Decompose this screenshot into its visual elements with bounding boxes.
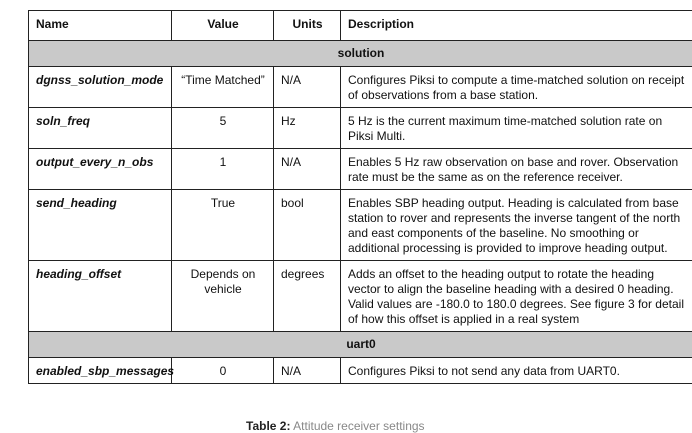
setting-description: Enables SBP heading output. Heading is calculated from base station to rover and represents the inverse tangent of the north and east components of the baseline. No smoothing or additional processing is provided to improve heading output. xyxy=(341,190,692,261)
settings-table xyxy=(28,10,692,384)
setting-description: Configures Piksi to compute a time-matched solution on receipt of observations from a base station. xyxy=(341,67,692,108)
table-header-row xyxy=(29,11,692,41)
setting-value: 1 xyxy=(172,149,274,190)
setting-value: 0 xyxy=(172,358,274,384)
setting-units: N/A xyxy=(274,67,341,108)
table-row xyxy=(29,108,692,149)
section-title: uart0 xyxy=(29,332,692,358)
setting-description: Adds an offset to the heading output to rotate the heading vector to align the baseline heading with a desired 0 heading. Valid values are -180.0 to 180.0 degrees. See figure 3 for detail of how this offset is applied in a real system xyxy=(341,261,692,332)
setting-value: 5 xyxy=(172,108,274,149)
header-name: Name xyxy=(29,11,172,41)
section-row-uart0 xyxy=(29,332,692,358)
caption-label: Table 2: xyxy=(246,419,290,433)
setting-units: N/A xyxy=(274,149,341,190)
setting-description: 5 Hz is the current maximum time-matched solution rate on Piksi Multi. xyxy=(341,108,692,149)
header-value: Value xyxy=(172,11,274,41)
setting-name: dgnss_solution_mode xyxy=(29,67,172,108)
setting-units: bool xyxy=(274,190,341,261)
setting-description: Enables 5 Hz raw observation on base and rover. Observation rate must be the same as on the reference receiver. xyxy=(341,149,692,190)
setting-name: output_every_n_obs xyxy=(29,149,172,190)
table-row xyxy=(29,261,692,332)
table-row xyxy=(29,67,692,108)
header-units: Units xyxy=(274,11,341,41)
setting-name: soln_freq xyxy=(29,108,172,149)
setting-units: Hz xyxy=(274,108,341,149)
table-row xyxy=(29,358,692,384)
setting-name: send_heading xyxy=(29,190,172,261)
header-description: Description xyxy=(341,11,692,41)
setting-value: True xyxy=(172,190,274,261)
setting-units: degrees xyxy=(274,261,341,332)
table-row xyxy=(29,149,692,190)
section-title: solution xyxy=(29,41,692,67)
setting-value: Depends on vehicle xyxy=(172,261,274,332)
setting-value: “Time Matched” xyxy=(172,67,274,108)
caption-text: Attitude receiver settings xyxy=(293,419,424,433)
setting-description: Configures Piksi to not send any data from UART0. xyxy=(341,358,692,384)
table-caption xyxy=(246,419,425,433)
setting-name: heading_offset xyxy=(29,261,172,332)
setting-units: N/A xyxy=(274,358,341,384)
section-row-solution xyxy=(29,41,692,67)
table-row xyxy=(29,190,692,261)
setting-name: enabled_sbp_messages xyxy=(29,358,172,384)
